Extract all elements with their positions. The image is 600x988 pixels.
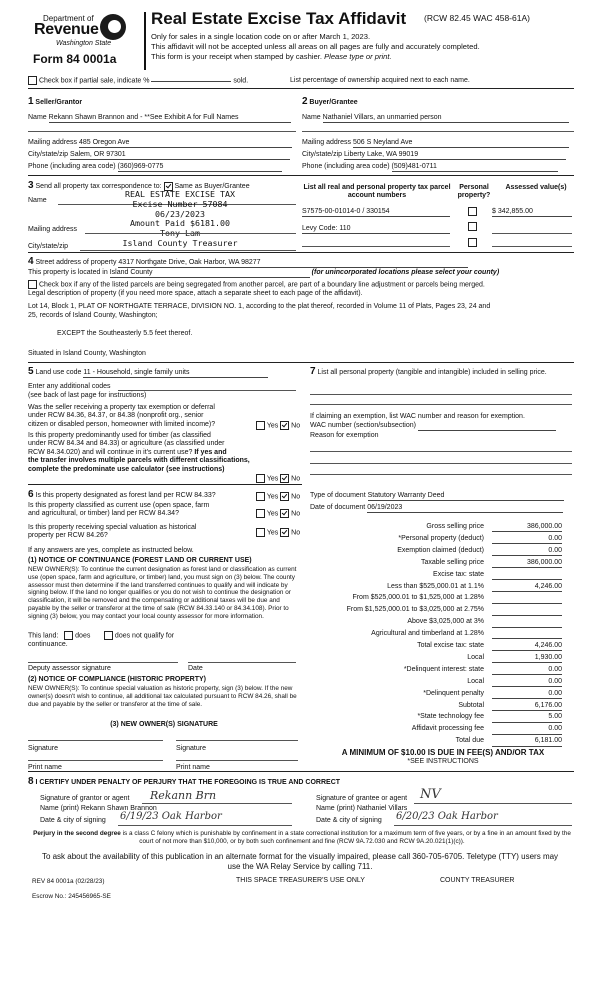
- new-owner-signature-title: (3) NEW OWNER(S) SIGNATURE: [110, 721, 218, 728]
- tax-row-value[interactable]: 0.00: [492, 725, 562, 734]
- historic-no-checkbox[interactable]: [280, 528, 289, 537]
- seller-city-row: City/state/zip Salem, OR 97301: [28, 151, 290, 160]
- grantor-signature-label: Signature of grantor or agent: [40, 795, 130, 802]
- current-use-no-checkbox[interactable]: [280, 509, 289, 518]
- assessed-value-1[interactable]: $ 342,855.00: [492, 208, 572, 217]
- tax-row-value[interactable]: 0.00: [492, 678, 562, 687]
- street-address-field[interactable]: 4317 Northgate Drive, Oak Harbor, WA 98277: [118, 259, 468, 268]
- grantor-date-city[interactable]: 6/19/23 Oak Harbor: [120, 811, 222, 822]
- tax-row-label: Total due: [455, 737, 484, 745]
- legal-lot-line1: Lot 14, Block 1, PLAT OF NORTHGATE TERRACE, DIVISION NO. 1, according to the plat thereof, recorded in Volume 11 of Plats, Pages 23, 24 and: [28, 303, 491, 310]
- tax-row-label: Taxable selling price: [420, 558, 484, 566]
- doc-date-row: Date of document 06/19/2023: [310, 504, 563, 513]
- tax-row-label: *State technology fee: [417, 713, 484, 721]
- form-title: Real Estate Excise Tax Affidavit: [151, 9, 407, 28]
- seller-mail-row: Mailing address 485 Oregon Ave: [28, 139, 292, 148]
- perjury-notice: Perjury in the second degree is a class C felony which is punishable by confinement in a state correctional institution for a maximum term of five years, or by a fine in an amount fixed by the court of not more than $10,000, or by both such confinement and fine (RCW 9A.72.030 and RCW 9A.20.021(1)(c)).: [33, 830, 571, 845]
- tax-row-value[interactable]: 0.00: [492, 535, 562, 544]
- grantee-print-row: Name (print) Nathaniel Villars: [316, 805, 408, 812]
- historic-yes-no: Yes No: [256, 528, 300, 538]
- header-line3: This form is your receipt when stamped by cashier. Please type or print.: [151, 52, 392, 61]
- land-use-select[interactable]: 11 - Household, single family units: [83, 369, 268, 378]
- revenue-label: Revenue: [34, 21, 99, 38]
- current-use-yes-checkbox[interactable]: [256, 509, 265, 518]
- partial-sale-checkbox[interactable]: [28, 76, 37, 85]
- corr-mail-label: Mailing address: [28, 226, 78, 233]
- seller-name-field[interactable]: Rekann Shawn Brannon and - **See Exhibit A for Full Names: [49, 114, 291, 123]
- personal-property-checkbox-2[interactable]: [468, 222, 477, 231]
- legal-lot-line2: 25, records of Island County, Washington;: [28, 312, 158, 319]
- tax-row-label: From $525,000.01 to $1,525,000 at 1.28%: [352, 594, 484, 602]
- located-row: This property is located in Island County (for unincorporated locations please select your county): [28, 269, 499, 278]
- grantee-date-city[interactable]: 6/20/23 Oak Harbor: [396, 811, 498, 822]
- current-use-question: Is this property classified as current use (open space, farm and agricultural, or timber) land per RCW 84.34?: [28, 502, 210, 518]
- tax-row-value[interactable]: [492, 571, 562, 580]
- tax-row-value[interactable]: 0.00: [492, 547, 562, 556]
- section-5-landuse: 5 Land use code 11 - Household, single family units: [28, 366, 268, 378]
- tax-row-value[interactable]: 1,930.00: [492, 654, 562, 663]
- buyer-mail-row: Mailing address 506 S Neyland Ave: [302, 139, 569, 148]
- partial-sale-row: Check box if partial sale, indicate % sold.: [28, 76, 248, 86]
- section-7-heading: 7 List all personal property (tangible and intangible) included in selling price.: [310, 366, 547, 377]
- historic-question: Is this property receiving special valuation as historical property per RCW 84.26?: [28, 524, 197, 540]
- additional-codes-hint: (see back of last page for instructions): [28, 392, 147, 399]
- segregated-checkbox[interactable]: [28, 280, 37, 289]
- tax-row-label: Local: [467, 653, 484, 661]
- buyer-phone-row: Phone (including area code) (509)481-0711: [302, 163, 558, 172]
- tax-row-value[interactable]: [492, 606, 562, 615]
- notice-compliance-text: NEW OWNER(S): To continue special valuation as historic property, sign (3) below. If the new owner(s) doesn't wish to continue, all additional tax calculated pursuant to RCW 84.26, shall be due and payable by the seller or transferor at the time of sale.: [28, 685, 297, 708]
- wac-label: If claiming an exemption, list WAC number and reason for exemption.: [310, 413, 525, 420]
- tax-row-value[interactable]: 4,246.00: [492, 583, 562, 592]
- personal-header: Personal property?: [457, 184, 491, 200]
- timber-question: Is this property predominantly used for timber (as classified under RCW 84.34 and 84.33) or agriculture (as classified under RCW 84.34.020) and will continue in it's current use? If yes and the transfer involves multiple parcels with different classifications, complete the predominate use calculator (see instructions): [28, 432, 250, 473]
- county-treasurer-label: COUNTY TREASURER: [440, 877, 515, 884]
- does-checkbox[interactable]: [64, 631, 73, 640]
- wac-number-field[interactable]: [418, 422, 556, 431]
- treasurer-stamp: REAL ESTATE EXCISE TAX Excise Number 57084 06/23/2023 Amount Paid $6181.00 Tony Lam Island County Treasurer: [122, 189, 238, 248]
- state-label: Washington State: [56, 40, 112, 47]
- section-4-street: 4 Street address of property 4317 Northgate Drive, Oak Harbor, WA 98277: [28, 256, 468, 268]
- tax-row-value[interactable]: 0.00: [492, 690, 562, 699]
- exemption-yes-checkbox[interactable]: [256, 421, 265, 430]
- this-land-row: This land: does does not qualify for: [28, 632, 175, 640]
- tax-row-label: From $1,525,000.01 to $3,025,000 at 2.75%: [346, 606, 484, 614]
- personal-property-checkbox-3[interactable]: [468, 238, 477, 247]
- form-number: Form 84 0001a: [33, 52, 117, 66]
- county-select[interactable]: Island County: [110, 269, 310, 278]
- seller-phone-row: Phone (including area code) (360)969-0775: [28, 163, 282, 172]
- doc-date-field[interactable]: 06/19/2023: [367, 504, 563, 513]
- corr-city-label: City/state/zip: [28, 243, 69, 250]
- header-line1: Only for sales in a single location code on or after March 1, 2023.: [151, 32, 371, 41]
- tax-row-label: Gross selling price: [426, 523, 484, 530]
- grantor-print-row: Name (print) Rekann Shawn Brannon: [40, 805, 157, 812]
- tax-row-label: *Personal property (deduct): [398, 534, 484, 542]
- reason-label: Reason for exemption: [310, 432, 379, 439]
- legal-desc-label: Legal description of property (if you need more space, attach a separate sheet to each page of the affidavit).: [28, 290, 363, 297]
- corr-name-label: Name: [28, 197, 47, 204]
- continuance-label: continuance.: [28, 641, 68, 648]
- tax-row-value[interactable]: 0.00: [492, 666, 562, 675]
- tax-row-label: Local: [467, 677, 484, 685]
- tax-row-label: *Delinquent interest: state: [403, 665, 484, 673]
- grantee-signature[interactable]: NV: [420, 787, 441, 802]
- notice-continuance-title: (1) NOTICE OF CONTINUANCE (FOREST LAND OR CURRENT USE): [28, 557, 252, 564]
- tax-row-value[interactable]: 386,000.00: [492, 559, 562, 568]
- tax-row-label: Less than $525,000.01 at 1.1%: [387, 582, 484, 590]
- historic-yes-checkbox[interactable]: [256, 528, 265, 537]
- tax-row-label: *Delinquent penalty: [423, 689, 484, 697]
- parcel-number-1[interactable]: S7575-00-01014-0 / 330154: [302, 208, 450, 217]
- minimum-due-note: A MINIMUM OF $10.00 IS DUE IN FEE(S) AND/OR TAX: [341, 748, 545, 757]
- tax-row-value[interactable]: 386,000.00: [492, 523, 562, 532]
- buyer-phone-field[interactable]: (509)481-0711: [392, 163, 558, 172]
- tax-row-value[interactable]: 5.00: [492, 713, 562, 722]
- escrow-number: Escrow No.: 245456965-SE: [32, 893, 111, 900]
- header-divider: [144, 12, 146, 70]
- seller-mail-field[interactable]: 485 Oregon Ave: [79, 139, 292, 148]
- department-label: Department of: [43, 14, 94, 23]
- grantor-signature[interactable]: Rekann Brn: [150, 789, 217, 802]
- notice-compliance-title: (2) NOTICE OF COMPLIANCE (HISTORIC PROPERTY): [28, 676, 206, 683]
- if-yes-note: If any answers are yes, complete as instructed below.: [28, 547, 194, 554]
- personal-property-checkbox-1[interactable]: [468, 207, 477, 216]
- ownership-note: List percentage of ownership acquired next to each name.: [290, 77, 470, 84]
- timber-no-checkbox[interactable]: [280, 474, 289, 483]
- forest-no-checkbox[interactable]: [280, 492, 289, 501]
- exemption-question: Was the seller receiving a property tax exemption or deferral under RCW 84.36, 84.37, or 84.38 (nonprofit org., senior citizen or disabled person, homeowner with limited income)?: [28, 404, 216, 428]
- section-2-heading: 2 Buyer/Grantee: [302, 96, 358, 107]
- tax-row-value[interactable]: [492, 594, 562, 603]
- rcw-reference: (RCW 82.45 WAC 458-61A): [424, 13, 530, 23]
- tax-row-value[interactable]: 4,246.00: [492, 642, 562, 651]
- owner-print-label-2: Print name: [176, 764, 210, 771]
- exemption-no-checkbox[interactable]: [280, 421, 289, 430]
- seller-phone-field[interactable]: (360)969-0775: [118, 163, 282, 172]
- deputy-date-label: Date: [188, 665, 203, 672]
- tax-row-label: Exemption claimed (deduct): [397, 546, 484, 554]
- tax-row-label: Agricultural and timberland at 1.28%: [371, 630, 484, 638]
- tax-row-label: Excise tax: state: [433, 570, 484, 578]
- timber-yes-no: Yes No: [256, 474, 300, 484]
- forest-question: 6 Is this property designated as forest land per RCW 84.33?: [28, 489, 216, 500]
- tax-row-label: Total excise tax: state: [417, 642, 484, 649]
- buyer-city-row: City/state/zip Liberty Lake, WA 99019: [302, 151, 566, 160]
- buyer-name-row: Name Nathaniel Villars, an unmarried person: [302, 114, 569, 123]
- revision-label: REV 84 0001a (02/28/23): [32, 878, 105, 885]
- deputy-signature-label: Deputy assessor signature: [28, 665, 111, 672]
- forest-yes-no: Yes No: [256, 492, 300, 502]
- tax-row-label: Affidavit processing fee: [411, 725, 484, 733]
- levy-code[interactable]: Levy Code: 110: [302, 225, 450, 234]
- forest-yes-checkbox[interactable]: [256, 492, 265, 501]
- additional-codes-label: Enter any additional codes: [28, 383, 111, 390]
- current-use-yes-no: Yes No: [256, 509, 300, 519]
- legal-except: EXCEPT the Southeasterly 5.5 feet thereof.: [57, 330, 193, 337]
- tax-row-value[interactable]: [492, 630, 562, 639]
- grantee-date-label: Date & city of signing: [316, 817, 382, 824]
- tax-row-value[interactable]: 6,181.00: [492, 737, 562, 746]
- assessed-header: Assessed value(s): [505, 184, 567, 191]
- see-instructions: *SEE INSTRUCTIONS: [407, 758, 479, 765]
- exemption-yes-no: Yes No: [256, 421, 300, 431]
- header-line2: This affidavit will not be accepted unless all areas on all pages are fully and accurately completed.: [151, 42, 480, 51]
- buyer-name-field[interactable]: Nathaniel Villars, an unmarried person: [323, 114, 569, 123]
- notice-continuance-text: NEW OWNER(S): To continue the current designation as forest land or classification as current use (open space, farm and agriculture, or timber) land, you must sign on (3) below. The county assessor must then determine if the land transferred continues to qualify and will indicate by signing below. If the land no longer qualifies or you do not wish to continue the designation or classification, it will be removed and the compensating or additional taxes will be due and payable by the seller or transferor at the time of sale (RCW 84.33.140 or 84.34.108). Prior to signing (3) below, you may contact your local county assessor for more information.: [28, 566, 297, 620]
- grantor-date-label: Date & city of signing: [40, 817, 106, 824]
- section-8-heading: 8 I CERTIFY UNDER PENALTY OF PERJURY THAT THE FOREGOING IS TRUE AND CORRECT: [28, 776, 341, 787]
- doc-type-field[interactable]: Statutory Warranty Deed: [368, 492, 564, 501]
- seller-name-row: Name Rekann Shawn Brannon and - **See Exhibit A for Full Names: [28, 114, 296, 123]
- dor-logo-inner: [108, 20, 121, 33]
- timber-yes-checkbox[interactable]: [256, 474, 265, 483]
- tax-row-label: Above $3,025,000 at 3%: [407, 618, 484, 626]
- owner-print-label-1: Print name: [28, 764, 62, 771]
- treasurer-space-label: THIS SPACE TREASURER'S USE ONLY: [236, 877, 365, 884]
- seller-city-field[interactable]: Salem, OR 97301: [70, 151, 290, 160]
- legal-situated: Situated in Island County, Washington: [28, 350, 146, 357]
- owner-signature-label-2: Signature: [176, 745, 206, 752]
- segregated-row: Check box if any of the listed parcels are being segregated from another parcel, are part of a boundary line adjustment or parcels being merged.: [28, 280, 578, 290]
- wac-number-row: WAC number (section/subsection): [310, 422, 556, 431]
- does-not-checkbox[interactable]: [104, 631, 113, 640]
- owner-signature-label-1: Signature: [28, 745, 58, 752]
- section-1-heading: 1 Seller/Grantor: [28, 96, 83, 107]
- buyer-mail-field[interactable]: 506 S Neyland Ave: [353, 139, 569, 148]
- accessibility-notice: To ask about the availability of this publication in an alternate format for the visually impaired, please call 360-705-6705. Teletype (TTY) users may use the WA Relay Service by calling 711.: [41, 852, 559, 871]
- tax-row-label: Subtotal: [458, 701, 484, 709]
- buyer-city-field[interactable]: Liberty Lake, WA 99019: [344, 151, 566, 160]
- tax-row-value[interactable]: 6,176.00: [492, 702, 562, 711]
- doc-type-row: Type of document Statutory Warranty Deed: [310, 492, 564, 501]
- parcel-header: List all real and personal property tax parcel account numbers: [303, 184, 451, 200]
- grantee-signature-label: Signature of grantee or agent: [316, 795, 408, 802]
- tax-row-value[interactable]: [492, 618, 562, 627]
- section-3-heading: 3 Send all property tax correspondence to: Same as Buyer/Grantee: [28, 180, 250, 191]
